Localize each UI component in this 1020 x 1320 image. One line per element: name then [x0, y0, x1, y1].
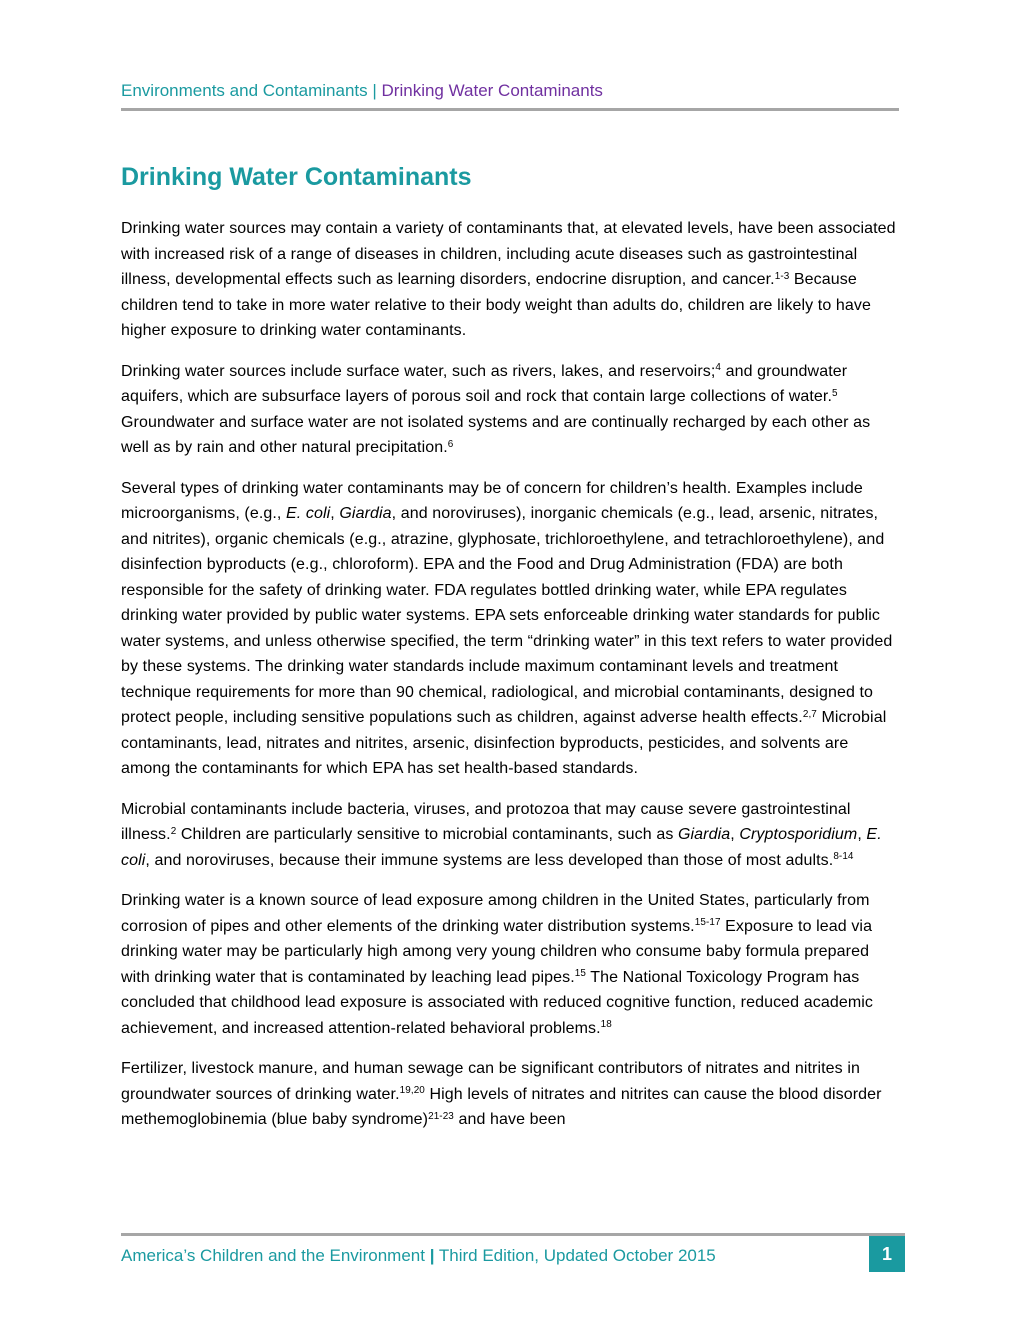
text-run: Microbial contaminants, lead, nitrates and nitrites, arsenic, disinfection byproducts, pesticides, and solvents are among the contaminants for which EPA has set health-based standards. [121, 709, 887, 777]
superscript-reference: 15 [574, 968, 586, 980]
superscript-reference: 2,7 [802, 708, 817, 720]
italic-term: Giardia [339, 505, 392, 522]
text-run: Microbial contaminants include bacteria, viruses, and protozoa that may cause severe gastrointestinal illness. [121, 800, 851, 843]
page-footer [121, 1233, 905, 1272]
footer-row [121, 1236, 905, 1272]
text-run: High levels of nitrates and nitrites can cause the blood disorder methemoglobinemia (blue baby syndrome) [121, 1085, 882, 1128]
page-content [121, 0, 899, 1148]
superscript-reference: 19,20 [399, 1085, 425, 1097]
text-run: The National Toxicology Program has concluded that childhood lead exposure is associated with reduced cognitive function, reduced academic achievement, and increased attention-related behavioral problems. [121, 968, 873, 1037]
breadcrumb-section: Environments and Contaminants [121, 81, 368, 100]
footer-edition: Third Edition, Updated October 2015 [434, 1246, 716, 1265]
text-run: Several types of drinking water contaminants may be of concern for children’s health. Examples include microorganisms, (e.g., [121, 479, 863, 522]
superscript-reference: 2 [170, 825, 177, 837]
italic-term: Giardia [677, 826, 731, 843]
paragraph [121, 359, 899, 461]
footer-doc-title: America’s Children and the Environment [121, 1246, 430, 1265]
text-run: Fertilizer, livestock manure, and human sewage can be significant contributors of nitrates and nitrites in groundwater sources of drinking water. [121, 1060, 860, 1103]
superscript-reference: 4 [715, 362, 722, 374]
italic-term: E. coli [121, 826, 882, 869]
superscript-reference: 5 [832, 387, 838, 399]
superscript-reference: 8-14 [833, 851, 854, 863]
paragraph [121, 216, 899, 344]
text-run: Because children tend to take in more water relative to their body weight than adults do, children are likely to have higher exposure to drinking water contaminants. [121, 271, 871, 339]
italic-term: Cryptosporidium [739, 826, 858, 843]
text-run: Groundwater and surface water are not isolated systems and are continually recharged by each other as well as by rain and other natural precipitation. [121, 413, 871, 456]
footer-text [121, 1246, 716, 1266]
superscript-reference: 1-3 [774, 270, 790, 282]
page-title: Drinking Water Contaminants [121, 163, 472, 191]
breadcrumb-current: Drinking Water Contaminants [381, 81, 603, 100]
body-paragraphs [121, 216, 899, 1133]
text-run: Drinking water sources may contain a variety of contaminants that, at elevated levels, have been associated with increased risk of a range of diseases in children, including acute diseases such as gastrointestinal illness, developmental effects such as learning disorders, endocrine disruption, and cancer. [121, 220, 896, 288]
header-divider [121, 108, 899, 111]
breadcrumb [121, 81, 899, 101]
paragraph [121, 888, 899, 1041]
text-run: Drinking water sources include surface water, such as rivers, lakes, and reservoirs; [121, 362, 716, 380]
text-run: and have been [453, 1111, 566, 1128]
breadcrumb-separator: | [372, 81, 377, 100]
text-run: , and noroviruses), inorganic chemicals (e.g., lead, arsenic, nitrates, and nitrites), organic chemicals (e.g., atrazine, glyphosate, trichloroethylene, and tetrachloroethylene), and disinfection byproducts (e.g., chloroform). EPA and the Food and Drug Administration (FDA) are both responsible for the safety of drinking water. FDA regulates bottled drinking water, while EPA regulates drinking water provided by public water systems. EPA sets enforceable drinking water standards for public water systems, and unless otherwise specified, the term “drinking water” in this text refers to water provided by these systems. The drinking water standards include maximum contaminant levels and treatment technique requirements for more than 90 chemical, radiological, and microbial contaminants, designed to protect people, including sensitive populations such as children, against adverse health effects. [121, 505, 893, 726]
text-run: Children are particularly sensitive to microbial contaminants, such as [176, 826, 678, 843]
text-run: , [730, 826, 740, 843]
text-run: Exposure to lead via drinking water may be particularly high among very young children who consume baby formula prepared with drinking water that is contaminated by leaching lead pipes. [121, 917, 873, 986]
superscript-reference: 15-17 [694, 917, 721, 929]
superscript-reference: 6 [447, 438, 454, 450]
page-number: 1 [881, 1243, 892, 1264]
text-run: Drinking water is a known source of lead exposure among children in the United States, particularly from corrosion of pipes and other elements of the drinking water distribution systems. [121, 892, 870, 935]
text-run: , and noroviruses, because their immune systems are less developed than those of most adults. [145, 851, 834, 869]
superscript-reference: 18 [600, 1019, 612, 1031]
page-number-box [869, 1236, 905, 1272]
text-run: and groundwater aquifers, which are subsurface layers of porous soil and rock that contain large collections of water. [121, 362, 848, 405]
italic-term: E. coli [286, 505, 331, 522]
text-run: , [857, 826, 867, 843]
text-run: , [330, 505, 340, 522]
superscript-reference: 21-23 [428, 1110, 454, 1122]
paragraph [121, 476, 899, 782]
paragraph [121, 1056, 899, 1133]
paragraph [121, 797, 899, 874]
footer-separator: | [429, 1246, 435, 1265]
